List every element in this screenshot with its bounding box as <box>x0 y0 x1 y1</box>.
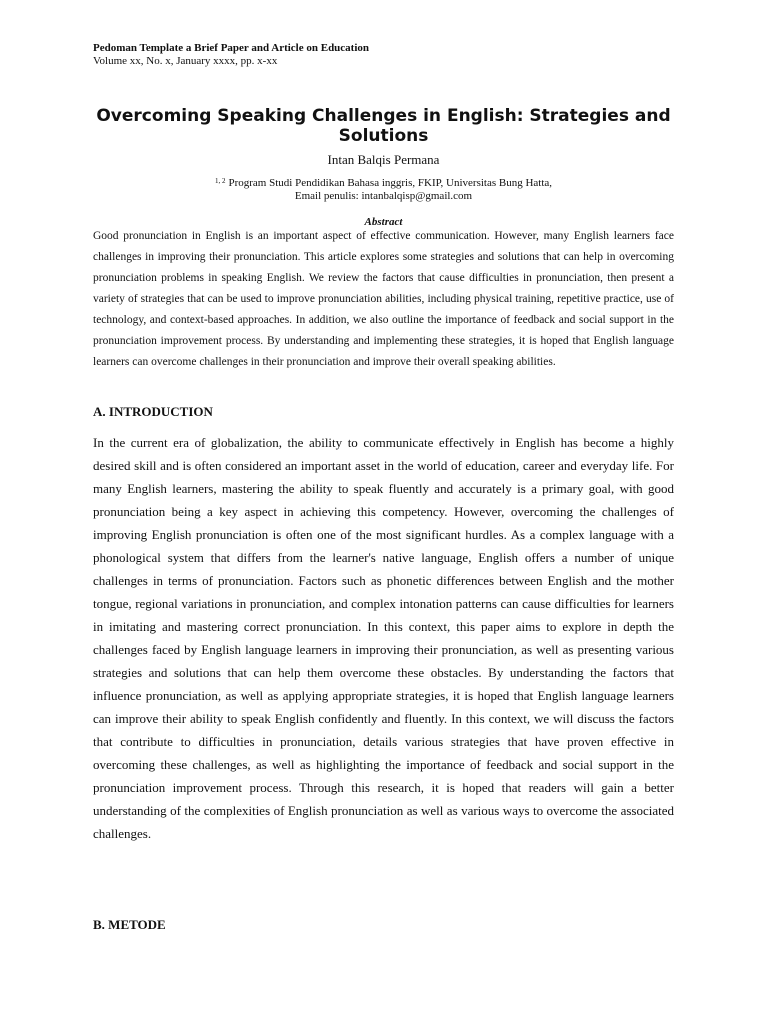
abstract-body <box>93 226 674 373</box>
journal-volume: Volume xx, No. x, January xxxx, pp. x-xx <box>93 55 278 67</box>
introduction-body <box>93 431 674 845</box>
introduction-heading: A. INTRODUCTION <box>93 404 213 419</box>
affiliation-line <box>93 175 674 190</box>
author-affiliation-block <box>93 175 674 203</box>
affiliation-marks: 1, 2 <box>214 177 226 185</box>
affiliation-text: Program Studi Pendidikan Bahasa inggris, FKIP, Universitas Bung Hatta, <box>228 177 553 189</box>
abstract-text: Good pronunciation in English is an important aspect of effective communication. However, many English learners face challenges in improving their pronunciation. This article explores some strategies and solutions that can help in overcoming pronunciation problems in speaking English. We review the factors that cause difficulties in pronunciation, then present a variety of strategies that can be used to improve pronunciation abilities, including physical training, repetitive practice, use of technology, and context-based approaches. In addition, we also outline the importance of feedback and social support in the pronunciation improvement process. By understanding and implementing these strategies, it is hoped that English language learners can overcome challenges in their pronunciation and improve their overall speaking abilities. <box>93 230 674 368</box>
journal-header <box>93 42 369 68</box>
introduction-text: In the current era of globalization, the ability to communicate effectively in English has become a highly desired skill and is often considered an important asset in the world of education, career and everyday life. For many English learners, mastering the ability to speak fluently and accurately is a primary goal, with good pronunciation being a key aspect in achieving this competency. However, overcoming the challenges of improving English pronunciation is often one of the most significant hurdles. As a complex language with a phonological system that differs from the learner's native language, English offers a number of unique challenges in terms of pronunciation. Factors such as phonetic differences between English and the mother tongue, regional variations in pronunciation, and complex intonation patterns can cause difficulties for learners in imitating and mastering correct pronunciation. In this context, this paper aims to explore in depth the challenges faced by English language learners in improving their pronunciation, as well as presenting various strategies and solutions that can help them overcome these obstacles. By understanding the factors that influence pronunciation, as well as applying appropriate strategies, it is hoped that English language learners can improve their ability to speak English confidently and fluently. In this context, we will discuss the factors that contribute to difficulties in pronunciation, details various strategies that have proven effective in overcoming these challenges, as well as highlighting the importance of feedback and social support in the pronunciation improvement process. Through this research, it is hoped that readers will gain a better understanding of the complexities of English pronunciation as well as various ways to overcome the associated challenges. <box>93 435 674 841</box>
paper-title: Overcoming Speaking Challenges in English: Strategies and Solutions <box>96 106 671 146</box>
method-heading: B. METODE <box>93 917 166 932</box>
paper-author: Intan Balqis Permana <box>327 152 440 167</box>
journal-name: Pedoman Template a Brief Paper and Article on Education <box>93 42 370 54</box>
author-email: Email penulis: intanbalqisp@gmail.com <box>294 190 473 202</box>
abstract-heading: Abstract <box>364 216 403 228</box>
